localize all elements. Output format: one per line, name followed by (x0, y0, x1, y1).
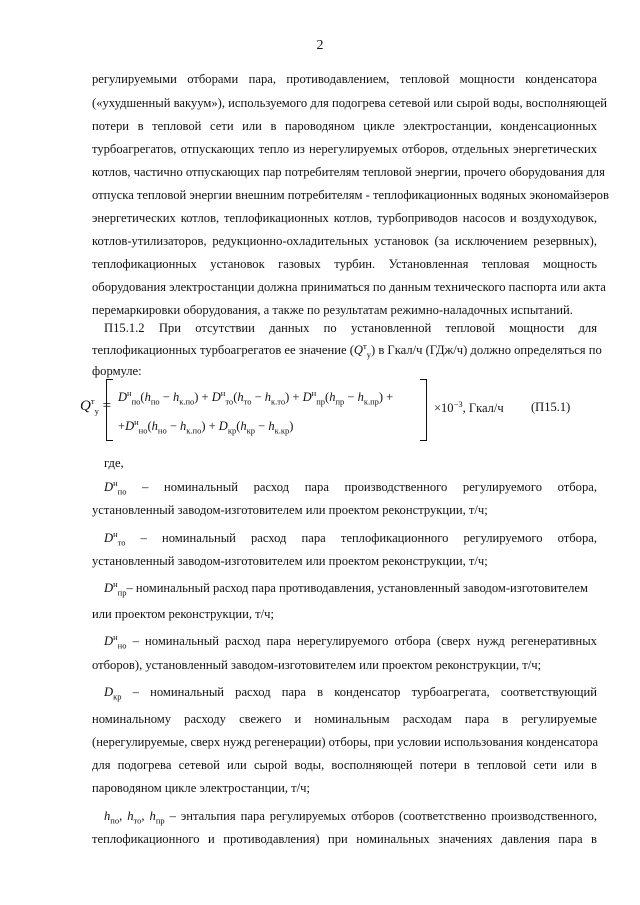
para1-line-3: потери в тепловой сети или в пароводяном цикле электростанции, конденсационных (92, 119, 597, 133)
def-h-line-1: $h_{по}$, $h_{то}$, $h_{пр}$ – энтальпия пара регулируемых отборов (соответственно производственного, (104, 809, 598, 826)
para1-line-10: оборудования электростанции должна приниматься по данным технического паспорта или акта (92, 280, 606, 294)
def-d-to-line-2: установленный заводом-изготовителем или проектом реконструкции, т/ч; (92, 554, 488, 568)
para1-line-1: регулируемыми отборами пара, противодавлением, тепловой мощности конденсатора (92, 72, 597, 86)
def-d-kr-line-5: пароводяном цикле электростанции, т/ч; (92, 781, 310, 795)
def-d-kr-line-1: $D_{кр}$ – номинальный расход пара в конденсатор турбоагрегата, соответствующий (104, 685, 597, 702)
left-bracket (106, 379, 113, 441)
para2-line-2: теплофикационных турбоагрегатов ее значение $(Q^т_у)$ в Гкал/ч (ГДж/ч) должно определяться по (92, 340, 602, 360)
def-h-line-2: теплофикационного и противодавления) при номинальных значениях давления пара в (92, 832, 597, 846)
para1-line-9: теплофикационных установок газовых турбин. Установленная тепловая мощность (92, 257, 597, 271)
where-label: где, (104, 456, 124, 470)
para1-line-2: («ухудшенный вакуум»), используемого для подогрева сетевой или сырой воды, восполняющей (92, 96, 607, 110)
def-d-kr-line-3: (нерегулируемые, сверх нужд регенерации) отборы, при условии использования конденсатора (92, 735, 599, 749)
para2-line-3: формуле: (92, 364, 142, 378)
formula-row-2: $+D^н_{но}(h_{но} - h_{к.по}) + D_{кр}(h_{кр} - h_{к.кр})$ (118, 416, 294, 436)
para1-line-8: котлов-утилизаторов, редукционно-охладительных установок (за исключением резервных), (92, 234, 597, 248)
para1-line-6: отпуска тепловой энергии внешним потребителям - теплофикационных водяных экономайзеров (92, 188, 609, 202)
para1-line-7: энергетических котлов, теплофикационных котлов, турбоприводов насосов и воздуходувок, (92, 211, 597, 225)
right-bracket (420, 379, 427, 441)
page-number: 2 (316, 38, 324, 53)
def-d-po-line-1: $D^н_{по}$ – номинальный расход пара производственного регулируемого отбора, (104, 477, 597, 497)
para1-line-11: перемаркировки оборудования, а также по результатам режимно-наладочных испытаний. (92, 303, 573, 317)
def-d-to-line-1: $D^н_{то}$ – номинальный расход пара теплофикационного регулируемого отбора, (104, 528, 598, 548)
formula-multiplier: $\times 10^{-3}$, Гкал/ч (434, 398, 504, 415)
para2-line-1: П15.1.2 При отсутствии данных по установленной тепловой мощности для (104, 321, 597, 335)
def-d-pr-line-1: $D^н_{пр}-$ номинальный расход пара противодавления, установленный заводом-изготовителем (104, 578, 588, 598)
formula-lhs: $Q^т_у$ = (80, 396, 112, 416)
def-d-kr-line-2: номинальному расходу свежего и номинальным расходам пара в регулируемые (92, 712, 597, 726)
formula-number: (П15.1) (531, 400, 571, 414)
def-d-po-line-2: установленный заводом-изготовителем или проектом реконструкции, т/ч; (92, 503, 488, 517)
def-d-kr-line-4: для подогрева сетевой или сырой воды, восполняющей потери в тепловой сети или в (92, 758, 597, 772)
formula-p15-1 (80, 377, 600, 443)
para1-line-5: котлов, частично отпускающих пар потребителям тепловой энергии, прочего оборудования для (92, 165, 605, 179)
def-d-no-line-1: $D^н_{но}$ – номинальный расход пара нерегулируемого отбора (сверх нужд регенеративных (104, 631, 597, 651)
para1-line-4: турбоагрегатов, отпускающих тепло из нерегулируемых отборов, отдельных энергетических (92, 142, 597, 156)
formula-row-1: $D^н_{по}(h_{по} - h_{к.по}) + D^н_{то}(h_{то} - h_{к.то}) + D^н_{пр}(h_{пр} - h_{к.пр})$ + (118, 387, 394, 407)
q-symbol: Q (353, 343, 364, 357)
def-d-no-line-2: отборов), установленный заводом-изготовителем или проектом реконструкции, т/ч; (92, 658, 542, 672)
def-d-pr-line-2: или проектом реконструкции, т/ч; (92, 607, 275, 621)
